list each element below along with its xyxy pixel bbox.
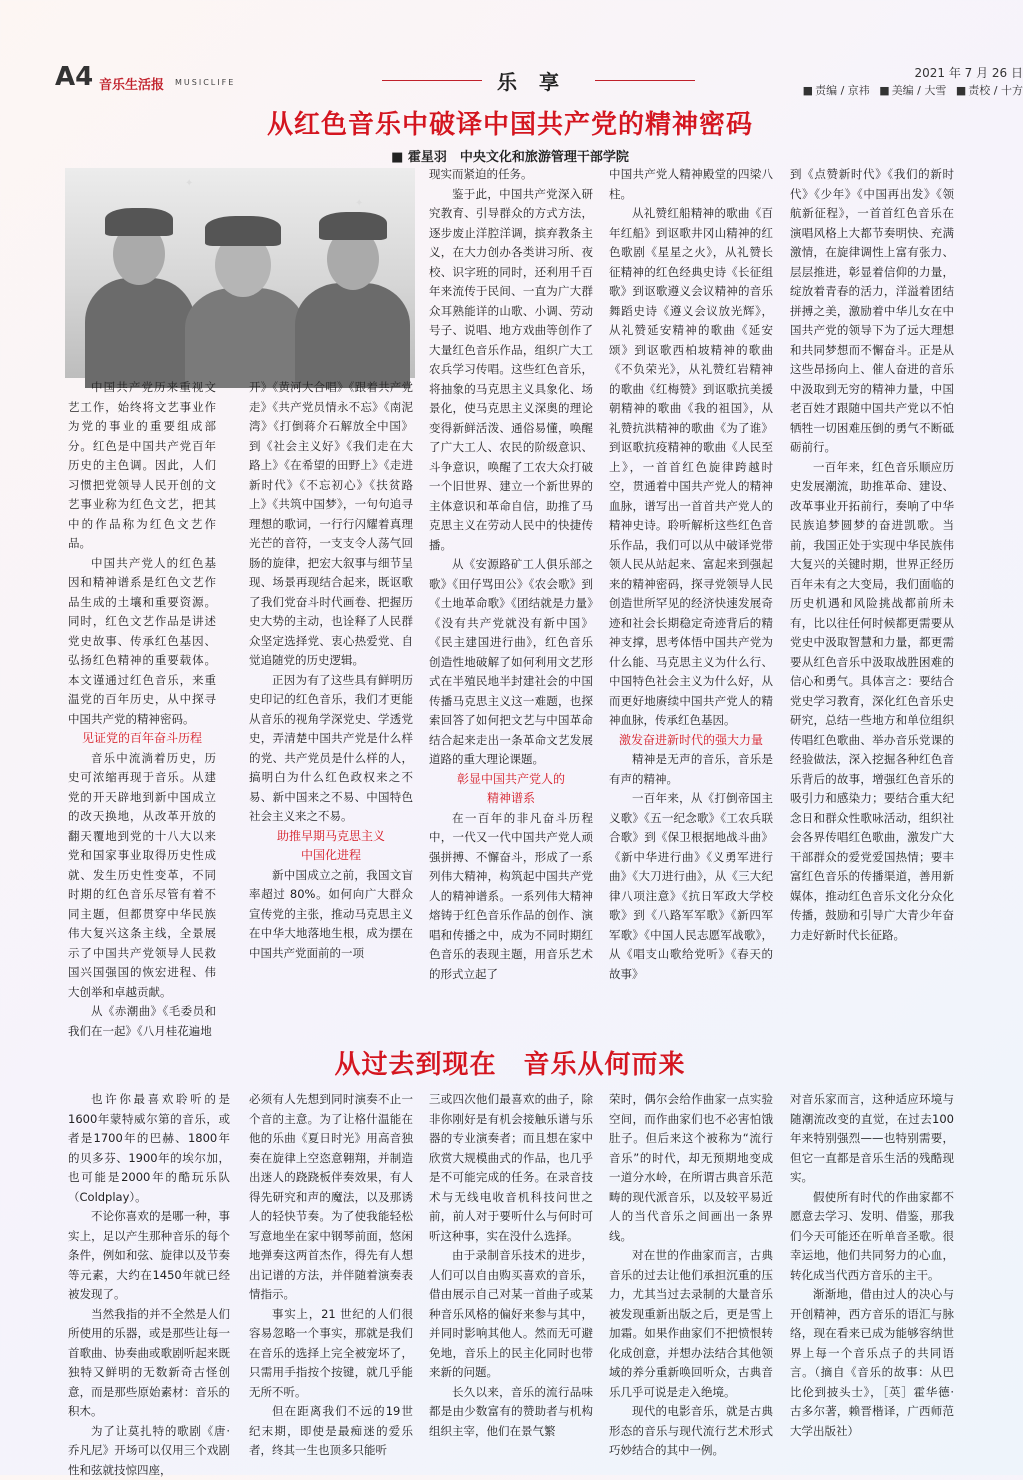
paragraph: 但在距离我们不远的19世纪末期，即使是最痴迷的爱乐者，终其一生也顶多只能听: [249, 1402, 413, 1461]
article-title: [150, 104, 870, 141]
article1-column-4: [609, 165, 773, 1014]
paragraph: 事实上，21 世纪的人们很容易忽略一个事实，那就是我们在音乐的选择上完全被宠坏了，只需用手指按个按键，就几乎能无所不听。: [249, 1305, 413, 1403]
paragraph: 长久以来，音乐的流行品味都是由少数富有的赞助者与机构组织主宰，他们在景气繁: [429, 1383, 593, 1442]
paragraph: 正因为有了这些具有鲜明历史印记的红色音乐，我们才更能从音乐的视角学深党史、学透党史，弄清楚中国共产党是什么样的党、共产党员是什么样的人，搞明白为什么红色政权来之不易、新中国来之不易、中国特色社会主义来之不易。: [249, 671, 413, 827]
subheading: 见证党的百年奋斗历程: [68, 729, 216, 749]
paragraph: 为了让莫扎特的歌剧《唐·乔凡尼》开场可以仅用三个戏剧性和弦就技惊四座，: [68, 1422, 230, 1480]
paragraph: 对音乐家而言，这种适应环境与随潮流改变的直觉，在过去100年来特别强烈——也特别需要，但它一直都是音乐生活的残酷现实。: [790, 1090, 954, 1188]
photo-bg-star: ✦: [355, 198, 363, 209]
masthead: [55, 62, 970, 98]
subheading: 彰显中国共产党人的 精神谱系: [429, 770, 593, 809]
article2-column-1: [68, 1090, 230, 1420]
paragraph: 由于录制音乐技术的进步，人们可以自由购买喜欢的音乐，借由展示自己对某一首曲子或某种音乐风格的偏好来参与其中，并同时影响其他人。然而无可避免地，音乐上的民主化同时也带来新的问题。: [429, 1246, 593, 1383]
paragraph: 中国共产党历来重视文艺工作，始终将文艺事业作为党的事业的重要组成部分。红色是中国共产党百年历史的主色调。因此，人们习惯把党领导人民开创的文艺事业称为红色文艺，把其中的作品称为红色文艺作品。: [68, 378, 216, 554]
headline: 从过去到现在 音乐从何而来: [150, 1044, 870, 1081]
issue-date: 2021 年 7 月 26 日: [893, 64, 1023, 81]
paragraph: 也许你最喜欢聆听的是1600年蒙特威尔第的音乐，或者是1700年的巴赫、1800年的贝多芬、1900年的埃尔加，也可能是2000年的酷玩乐队（Coldplay）。: [68, 1090, 230, 1207]
editors-line: [745, 82, 1023, 98]
paragraph: 不论你喜欢的是哪一种，事实上，足以产生那种音乐的每个条件，例如和弦、旋律以及节奏等元素，大约在1450年就已经被发现了。: [68, 1207, 230, 1305]
paragraph: 从《赤潮曲》《毛委员和我们在一起》《八月桂花遍地: [68, 1002, 216, 1041]
subheading: 助推早期马克思主义 中国化进程: [249, 827, 413, 866]
paragraph: 必须有人先想到同时演奏不止一个音的主意。为了让格什温能在他的乐曲《夏日时光》用高音独奏在旋律上空恣意翱翔，并制造出迷人的跷跷板伴奏效果，有人得先研究和声的魔法，以及那诱人的轻快节奏。为了使我能轻松写意地坐在家中钢琴前面，悠闲地弹奏这两首杰作，得先有人想出记谱的方法，并伴随着演奏表情指示。: [249, 1090, 413, 1305]
paragraph: 当然我指的并不全然是人们所使用的乐器，或是那些让每一首歌曲、协奏曲或歌剧听起来既独特又鲜明的无数新奇古怪创意，而是那些原始素材：音乐的积木。: [68, 1305, 230, 1422]
article1-column-5: [790, 165, 954, 1014]
editor-credit: ■ 责校 / 十方: [956, 84, 1023, 97]
paragraph: 荣时，偶尔会给作曲家一点实验空间，而作曲家们也不必害怕饿肚子。但后来这个被称为“流行音乐”的时代，却无预期地变成一道分水岭，在所谓古典音乐范畴的现代派音乐，以及较平易近人的当代音乐之间画出一条界线。: [609, 1090, 773, 1246]
page-number: A4: [55, 62, 93, 92]
photo-bg-star: ✦: [185, 178, 193, 189]
paragraph: 在一百年的非凡奋斗历程中，一代又一代中国共产党人顽强拼搏、不懈奋斗，形成了一系列伟大精神，构筑起中国共产党人的精神谱系。一系列伟大精神熔铸于红色音乐作品的创作、演唱和传播之中，成为不同时期红色音乐的表现主题，用音乐艺术的形式立起了: [429, 809, 593, 985]
paragraph: 假使所有时代的作曲家都不愿意去学习、发明、借鉴，那我们今天可能还在听单音圣歌。很幸运地，他们共同努力的心血，转化成当代西方音乐的主干。: [790, 1188, 954, 1286]
paragraph: 对在世的作曲家而言，古典音乐的过去让他们承担沉重的压力，尤其当过去录制的大量音乐被发现重新出版之后，更是雪上加霜。如果作曲家们不把愤恨转化成创意，并想办法结合其他领域的养分重新唤回听众，古典音乐几乎可说是走入绝境。: [609, 1246, 773, 1402]
section-rule-right: [595, 80, 695, 81]
paragraph: 中国共产党人的红色基因和精神谱系是红色文艺作品生成的土壤和重要资源。同时，红色文艺作品是讲述党史故事、传承红色基因、弘扬红色精神的重要载体。本文谨通过红色音乐，来重温党的百年历史，从中探寻中国共产党的精神密码。: [68, 554, 216, 730]
section-rule-left: [382, 80, 482, 81]
editor-credit: ■ 责编 / 京祎: [803, 84, 870, 97]
article2-column-3: [429, 1090, 593, 1420]
paragraph: 到《点赞新时代》《我们的新时代》《少年》《中国再出发》《领航新征程》，一首首红色音乐在演唱风格上大都节奏明快、充满激情，在旋律调性上富有张力、层层推进，彰显着信仰的力量，绽放着青春的活力，洋溢着团结拼搏之美，激励着中华儿女在中国共产党的领导下为了远大理想和共同梦想而不懈奋斗。正是从这些昂扬向上、催人奋进的音乐中汲取到无穷的精神力量，中国老百姓才跟随中国共产党以不怕牺牲一切困难压倒的勇气不断砥砺前行。: [790, 165, 954, 458]
paragraph: 一百年来，从《打倒帝国主义歌》《五一纪念歌》《工农兵联合歌》到《保卫根据地战斗曲》《新中华进行曲》《义勇军进行曲》《大刀进行曲》，从《三大纪律八项注意》《抗日军政大学校歌》到《八路军军歌》《新四军军歌》《中国人民志愿军战歌》，从《唱支山歌给党听》《春天的故事》: [609, 789, 773, 984]
article1-column-3: [429, 165, 593, 1014]
article2-column-5: [790, 1090, 954, 1420]
paragraph: 一百年来，红色音乐顺应历史发展潮流，助推革命、建设、改革事业开拓前行，奏响了中华民族追梦圆梦的奋进凯歌。当前，我国正处于实现中华民族伟大复兴的关键时期，世界正经历百年未有之大变局，我们面临的历史机遇和风险挑战都前所未有，比以往任何时候都更需要从党史中汲取智慧和力量，都更需要从红色音乐中汲取战胜困难的信心和勇气。具体言之：要结合党史学习教育，深化红色音乐史研究，总结一些地方和单位组织传唱红色歌曲、举办音乐党课的经验做法，深入挖掘各种红色音乐背后的故事，增强红色音乐的吸引力和感染力；要结合重大纪念日和群众性歌咏活动，组织社会各界传唱红色歌曲，激发广大干部群众的爱党爱国热情；要丰富红色音乐的传播渠道，善用新媒体，推动红色音乐文化分众化传播，鼓励和引导广大青少年奋力走好新时代长征路。: [790, 458, 954, 946]
paragraph: 渐渐地，借由过人的决心与开创精神，西方音乐的语汇与脉络，现在看来已成为能够容纳世界上每一个音乐点子的共同语言。（摘自《音乐的故事：从巴比伦到披头士》，［英］霍华德·古多尔著，赖晋楷译，广西师范大学出版社）: [790, 1285, 954, 1441]
article2-column-4: [609, 1090, 773, 1420]
paper-latin-name: MUSICLIFE: [175, 78, 235, 87]
section-name: 乐享: [497, 66, 581, 95]
paragraph: 现实而紧迫的任务。: [429, 165, 593, 185]
article1-column-2: [249, 378, 413, 1014]
paragraph: 音乐中流淌着历史，历史可浓缩再现于音乐。从建党的开天辟地到新中国成立的改天换地，从改革开放的翻天覆地到党的十八大以来党和国家事业取得历史性成就、发生历史性变革，不同时期的红色音乐尽管有着不同主题，但都贯穿中华民族伟大复兴这条主线，全景展示了中国共产党领导人民救国兴国强国的恢宏进程、伟大创举和卓越贡献。: [68, 749, 216, 1003]
paragraph: 开》《黄河大合唱》《跟着共产党走》《共产党员情永不忘》《南泥湾》《打倒蒋介石解放全中国》到《社会主义好》《我们走在大路上》《在希望的田野上》《走进新时代》《不忘初心》《扶贫路上》《共筑中国梦》，一句句追寻理想的歌词，一行行闪耀着真理光芒的音符，一支支令人荡气回肠的旋律，把宏大叙事与细节呈现、场景再现结合起来，既讴歌了我们党奋斗时代画卷、把握历史大势的主动，也诠释了人民群众坚定选择党、衷心热爱党、自觉追随党的历史逻辑。: [249, 378, 413, 671]
article2-title: [150, 1044, 870, 1081]
paragraph: 精神是无声的音乐，音乐是有声的精神。: [609, 750, 773, 789]
article2-column-2: [249, 1090, 413, 1420]
paragraph: 现代的电影音乐，就是古典形态的音乐与现代流行艺术形式巧妙结合的其中一例。: [609, 1402, 773, 1461]
paragraph: 从礼赞红船精神的歌曲《百年红船》到讴歌井冈山精神的红色歌剧《星星之火》，从礼赞长征精神的红色经典史诗《长征组歌》到讴歌遵义会议精神的音乐舞蹈史诗《遵义会议放光辉》，从礼赞延安精神的歌曲《延安颂》到讴歌西柏坡精神的歌曲《不负荣光》，从礼赞红岩精神的歌曲《红梅赞》到讴歌抗美援朝精神的歌曲《我的祖国》，从礼赞抗洪精神的歌曲《为了谁》到讴歌抗疫精神的歌曲《人民至上》，一首首红色旋律跨越时空，贯通着中国共产党人的精神血脉，谱写出一首首共产党人的精神史诗。聆听解析这些红色音乐作品，我们可以从中破译党带领人民从站起来、富起来到强起来的精神密码，探寻党领导人民创造世所罕见的经济快速发展奇迹和社会长期稳定奇迹背后的精神支撑，思考体悟中国共产党为什么能、马克思主义为什么行、中国特色社会主义为什么好，从而更好地赓续中国共产党人的精神血脉，传承红色基因。: [609, 204, 773, 731]
headline: 从红色音乐中破译中国共产党的精神密码: [150, 104, 870, 141]
paragraph: 新中国成立之前，我国文盲率超过 80%。如何向广大群众宣传党的主张，推动马克思主义在中华大地落地生根，成为摆在中国共产党面前的一项: [249, 866, 413, 964]
byline: ■ 霍星羽 中央文化和旅游管理干部学院: [300, 146, 720, 165]
paper-name: 音乐生活报: [99, 74, 164, 93]
paragraph: 从《安源路矿工人俱乐部之歌》《田仔骂田公》《农会歌》到《土地革命歌》《团结就是力量》《没有共产党就没有新中国》《民主建国进行曲》，红色音乐创造性地破解了如何利用文艺形式在半殖民地半封建社会的中国传播马克思主义这一难题，也探索回答了如何把文艺与中国革命结合起来走出一条革命文艺发展道路的重大理论课题。: [429, 555, 593, 770]
paragraph: 中国共产党人精神殿堂的四梁八柱。: [609, 165, 773, 204]
editor-credit: ■ 美编 / 大雪: [879, 84, 946, 97]
subheading: 激发奋进新时代的强大力量: [609, 731, 773, 751]
paragraph: 三或四次他们最喜欢的曲子，除非你刚好是有机会接触乐谱与乐器的专业演奏者；而且想在家中欣赏大规模曲式的作品，也几乎是不可能完成的任务。在录音技术与无线电收音机科技问世之前，前人对于要听什么与何时可听这种事，实在没什么选择。: [429, 1090, 593, 1246]
article1-column-1: [68, 378, 216, 1014]
article-photo: [65, 168, 415, 378]
paragraph: 鉴于此，中国共产党深入研究教育、引导群众的方式方法，逐步废止洋腔洋调，摈弃教条主义，在大力创办各类讲习所、夜校、识字班的同时，还利用千百年来流传于民间、一直为广大群众耳熟能详的山歌、小调、劳动号子、说唱、地方戏曲等创作了大量红色音乐作品，组织广大工农兵学习传唱。这些红色音乐，将抽象的马克思主义具象化、场景化，使马克思主义深奥的理论变得新鲜活泼、通俗易懂，唤醒了广大工人、农民的阶级意识、斗争意识，唤醒了工农大众打破一个旧世界、建立一个新世界的主体意识和革命自信，助推了马克思主义在劳动人民中的快捷传播。: [429, 185, 593, 556]
